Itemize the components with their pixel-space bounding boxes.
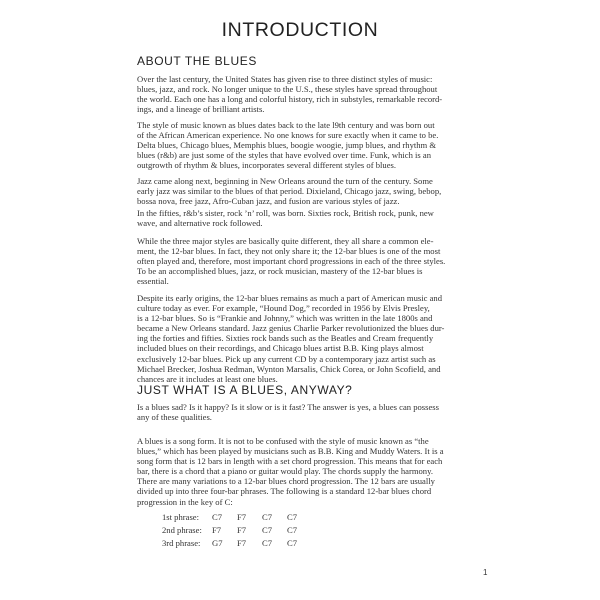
- section-heading-about-the-blues: ABOUT THE BLUES: [137, 54, 257, 68]
- paragraph: [137, 236, 445, 286]
- chord: C7: [212, 512, 223, 522]
- chord: F7: [237, 525, 247, 535]
- phrase-label: 1st phrase:: [162, 512, 199, 522]
- text-line: is a 12-bar blues. So is “Frankie and Johnny,” which was written in the late 1800s and: [137, 313, 433, 324]
- chord: C7: [262, 538, 273, 548]
- text-line: There are many variations to a 12-bar blues chord progression. The 12 bars are usually: [137, 476, 435, 487]
- chord: C7: [287, 538, 298, 548]
- section-heading-what-is-a-blues: JUST WHAT IS A BLUES, ANYWAY?: [137, 383, 353, 397]
- text-line: ings, and a lineage of brilliant artists.: [137, 104, 265, 115]
- phrase-label: 3rd phrase:: [162, 538, 201, 548]
- paragraph: [137, 293, 444, 384]
- text-line: blues,” which has been played by musicians such as B.B. King and Muddy Waters. It is a: [137, 446, 444, 457]
- paragraph: [137, 176, 441, 206]
- chord: F7: [237, 512, 247, 522]
- text-line: chances are it includes at least one blues.: [137, 373, 278, 384]
- chord: F7: [212, 525, 222, 535]
- text-line: blues, jazz, and rock. No longer unique to the U.S., these styles have spread throughout: [137, 84, 438, 95]
- chord: C7: [287, 525, 298, 535]
- text-line: included blues on their recordings, and Chicago blues artist B.B. King plays almost: [137, 343, 424, 354]
- text-line: Despite its early origins, the 12-bar blues remains as much a part of American music and: [137, 293, 442, 303]
- paragraph: [137, 436, 444, 507]
- text-line: any of these qualities.: [137, 412, 212, 423]
- chord: G7: [212, 538, 223, 548]
- text-line: of the African American experience. No one knows for sure exactly when it came to be.: [137, 130, 439, 141]
- text-line: ment, the 12-bar blues. In fact, they not only share it; the 12-bar blues is one of the most: [137, 246, 441, 257]
- chord: C7: [287, 512, 298, 522]
- text-line: Over the last century, the United States has given rise to three distinct styles of music:: [137, 74, 433, 84]
- chord: C7: [262, 512, 273, 522]
- text-line: progression in the key of C:: [137, 496, 233, 507]
- text-line: bossa nova, free jazz, Afro-Cuban jazz, and fusion are various styles of jazz.: [137, 196, 400, 207]
- chord: C7: [262, 525, 273, 535]
- text-line: the world. Each one has a long and colorful history, rich in substyles, remarkable record-: [137, 94, 443, 105]
- text-line: often played and, therefore, most important chord progressions in each of the three styles.: [137, 256, 446, 267]
- text-line: Michael Brecker, Joshua Redman, Wynton Marsalis, Chick Corea, or John Scofield, and: [137, 363, 441, 374]
- text-line: blues (r&b) are just some of the styles that have evolved over time. Funk, which is an: [137, 150, 432, 161]
- phrase-label: 2nd phrase:: [162, 525, 202, 535]
- text-line: The style of music known as blues dates back to the late l9th century and was born out: [137, 120, 435, 130]
- text-line: wave, and alternative rock followed.: [137, 218, 263, 229]
- text-line: song form that is 12 bars in length with a set chord progression. This means that for each: [137, 456, 443, 467]
- text-line: A blues is a song form. It is not to be confused with the style of music known as “the: [137, 436, 429, 446]
- text-line: divided up into three four-bar phrases. The following is a standard 12-bar blues chord: [137, 486, 432, 497]
- text-line: early jazz was similar to the blues of that period. Dixieland, Chicago jazz, swing, bebop,: [137, 186, 442, 197]
- text-line: bar, there is a chord that a piano or guitar would play. The chords supply the harmony.: [137, 466, 433, 477]
- page-number: 1: [483, 568, 488, 577]
- paragraph: [137, 120, 438, 170]
- text-line: In the fifties, r&b’s sister, rock ’n’ roll, was born. Sixties rock, British rock, punk, new: [137, 208, 434, 218]
- chord: F7: [237, 538, 247, 548]
- text-line: Delta blues, Chicago blues, Memphis blues, boogie woogie, jump blues, and rhythm &: [137, 140, 437, 151]
- text-line: Jazz came along next, beginning in New Orleans around the turn of the century. Some: [137, 176, 433, 186]
- paragraph: [137, 208, 434, 228]
- text-line: To be an accomplished blues, jazz, or rock musician, mastery of the 12-bar blues is: [137, 266, 423, 277]
- text-line: While the three major styles are basically quite different, they all share a common ele-: [137, 236, 434, 246]
- text-line: outgrowth of rhythm & blues, incorporates several different styles of blues.: [137, 160, 397, 171]
- text-line: Is a blues sad? Is it happy? Is it slow or is it fast? The answer is yes, a blues can possess: [137, 402, 439, 412]
- text-line: became a New Orleans standard. Jazz genius Charlie Parker revolutionized the blues dur-: [137, 323, 445, 334]
- page-title: INTRODUCTION: [221, 19, 379, 41]
- text-line: exclusively 12-bar blues. Pick up any current CD by a contemporary jazz artist such as: [137, 353, 436, 364]
- text-line: culture today as ever. For example, “Hound Dog,” recorded in 1956 by Elvis Presley,: [137, 303, 430, 314]
- text-line: ing the forties and fifties. Sixties rock bands such as the Beatles and Cream frequently: [137, 333, 434, 344]
- paragraph: [137, 402, 439, 422]
- text-line: essential.: [137, 276, 169, 287]
- paragraph: [137, 74, 442, 114]
